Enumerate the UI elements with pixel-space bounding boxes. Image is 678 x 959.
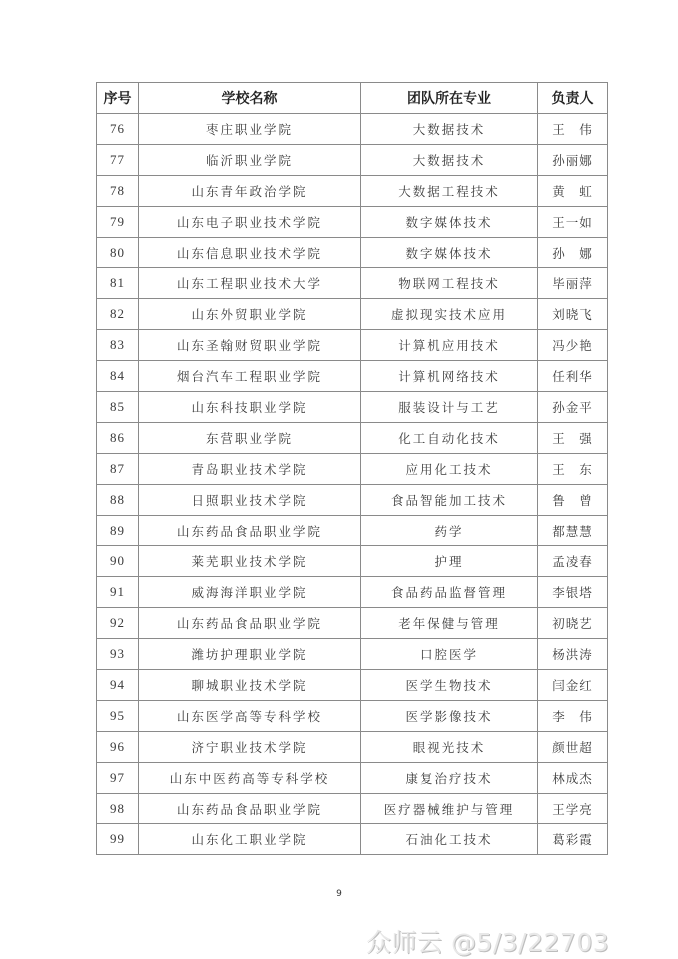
lead-person: 王学亮 <box>538 793 608 824</box>
table-row <box>97 577 608 608</box>
lead-person: 孙丽娜 <box>538 144 608 175</box>
table-row <box>97 546 608 577</box>
school-name: 山东电子职业技术学院 <box>139 206 361 237</box>
team-major: 医学影像技术 <box>361 700 538 731</box>
table-row <box>97 114 608 145</box>
header-school-name: 学校名称 <box>139 83 361 114</box>
school-name: 枣庄职业学院 <box>139 114 361 145</box>
serial-number: 87 <box>97 453 139 484</box>
lead-person: 初晓艺 <box>538 608 608 639</box>
watermark: 众师云 @5/3/22703 <box>366 928 610 957</box>
school-name: 烟台汽车工程职业学院 <box>139 361 361 392</box>
lead-person: 王一如 <box>538 206 608 237</box>
serial-number: 88 <box>97 484 139 515</box>
team-major: 眼视光技术 <box>361 731 538 762</box>
serial-number: 92 <box>97 608 139 639</box>
lead-person: 毕丽萍 <box>538 268 608 299</box>
school-name: 山东工程职业技术大学 <box>139 268 361 299</box>
team-major: 食品药品监督管理 <box>361 577 538 608</box>
table-row <box>97 237 608 268</box>
table-row <box>97 793 608 824</box>
table-row <box>97 515 608 546</box>
school-name: 山东医学高等专科学校 <box>139 700 361 731</box>
school-name: 山东药品食品职业学院 <box>139 608 361 639</box>
table-row <box>97 175 608 206</box>
team-major: 虚拟现实技术应用 <box>361 299 538 330</box>
serial-number: 89 <box>97 515 139 546</box>
team-major: 化工自动化技术 <box>361 422 538 453</box>
header-row <box>97 83 608 114</box>
school-name: 日照职业技术学院 <box>139 484 361 515</box>
team-roster-table <box>96 82 608 855</box>
table-row <box>97 422 608 453</box>
serial-number: 80 <box>97 237 139 268</box>
serial-number: 97 <box>97 762 139 793</box>
header-serial-number: 序号 <box>97 83 139 114</box>
lead-person: 王 伟 <box>538 114 608 145</box>
table-body <box>97 114 608 855</box>
serial-number: 86 <box>97 422 139 453</box>
team-major: 数字媒体技术 <box>361 237 538 268</box>
serial-number: 76 <box>97 114 139 145</box>
table-row <box>97 268 608 299</box>
school-name: 山东青年政治学院 <box>139 175 361 206</box>
serial-number: 91 <box>97 577 139 608</box>
school-name: 山东科技职业学院 <box>139 392 361 423</box>
table-row <box>97 731 608 762</box>
serial-number: 90 <box>97 546 139 577</box>
table-row <box>97 484 608 515</box>
serial-number: 93 <box>97 639 139 670</box>
team-major: 医学生物技术 <box>361 670 538 701</box>
team-major: 计算机网络技术 <box>361 361 538 392</box>
lead-person: 冯少艳 <box>538 330 608 361</box>
serial-number: 78 <box>97 175 139 206</box>
header-team-major: 团队所在专业 <box>361 83 538 114</box>
team-major: 计算机应用技术 <box>361 330 538 361</box>
lead-person: 葛彩霞 <box>538 824 608 855</box>
lead-person: 鲁 曾 <box>538 484 608 515</box>
serial-number: 81 <box>97 268 139 299</box>
serial-number: 77 <box>97 144 139 175</box>
serial-number: 85 <box>97 392 139 423</box>
team-major: 口腔医学 <box>361 639 538 670</box>
lead-person: 闫金红 <box>538 670 608 701</box>
lead-person: 黄 虹 <box>538 175 608 206</box>
serial-number: 95 <box>97 700 139 731</box>
serial-number: 79 <box>97 206 139 237</box>
school-name: 山东药品食品职业学院 <box>139 515 361 546</box>
school-name: 山东化工职业学院 <box>139 824 361 855</box>
team-major: 医疗器械维护与管理 <box>361 793 538 824</box>
team-major: 应用化工技术 <box>361 453 538 484</box>
table-row <box>97 392 608 423</box>
serial-number: 96 <box>97 731 139 762</box>
lead-person: 林成杰 <box>538 762 608 793</box>
school-name: 山东外贸职业学院 <box>139 299 361 330</box>
table-row <box>97 608 608 639</box>
serial-number: 98 <box>97 793 139 824</box>
table-row <box>97 762 608 793</box>
table-row <box>97 639 608 670</box>
table-row <box>97 361 608 392</box>
lead-person: 刘晓飞 <box>538 299 608 330</box>
school-name: 青岛职业技术学院 <box>139 453 361 484</box>
school-name: 莱芜职业技术学院 <box>139 546 361 577</box>
team-major: 服装设计与工艺 <box>361 392 538 423</box>
team-major: 大数据技术 <box>361 114 538 145</box>
school-name: 东营职业学院 <box>139 422 361 453</box>
school-name: 济宁职业技术学院 <box>139 731 361 762</box>
table-row <box>97 206 608 237</box>
school-name: 山东药品食品职业学院 <box>139 793 361 824</box>
table-row <box>97 330 608 361</box>
lead-person: 李 伟 <box>538 700 608 731</box>
serial-number: 94 <box>97 670 139 701</box>
school-name: 山东中医药高等专科学校 <box>139 762 361 793</box>
school-name: 山东圣翰财贸职业学院 <box>139 330 361 361</box>
lead-person: 孙 娜 <box>538 237 608 268</box>
serial-number: 83 <box>97 330 139 361</box>
lead-person: 都慧慧 <box>538 515 608 546</box>
table-row <box>97 670 608 701</box>
table-header <box>97 83 608 114</box>
team-major: 食品智能加工技术 <box>361 484 538 515</box>
lead-person: 王 强 <box>538 422 608 453</box>
team-major: 大数据工程技术 <box>361 175 538 206</box>
team-major: 数字媒体技术 <box>361 206 538 237</box>
team-major: 药学 <box>361 515 538 546</box>
lead-person: 李银塔 <box>538 577 608 608</box>
team-major: 大数据技术 <box>361 144 538 175</box>
table-row <box>97 824 608 855</box>
team-major: 康复治疗技术 <box>361 762 538 793</box>
lead-person: 任利华 <box>538 361 608 392</box>
school-name: 聊城职业技术学院 <box>139 670 361 701</box>
team-major: 石油化工技术 <box>361 824 538 855</box>
table-row <box>97 453 608 484</box>
page-number: 9 <box>336 889 342 899</box>
school-name: 临沂职业学院 <box>139 144 361 175</box>
lead-person: 孙金平 <box>538 392 608 423</box>
table-row <box>97 144 608 175</box>
serial-number: 82 <box>97 299 139 330</box>
school-name: 山东信息职业技术学院 <box>139 237 361 268</box>
lead-person: 杨洪涛 <box>538 639 608 670</box>
school-name: 潍坊护理职业学院 <box>139 639 361 670</box>
team-major: 护理 <box>361 546 538 577</box>
school-name: 威海海洋职业学院 <box>139 577 361 608</box>
header-lead-person: 负责人 <box>538 83 608 114</box>
serial-number: 84 <box>97 361 139 392</box>
team-major: 老年保健与管理 <box>361 608 538 639</box>
lead-person: 颜世超 <box>538 731 608 762</box>
table-row <box>97 700 608 731</box>
team-major: 物联网工程技术 <box>361 268 538 299</box>
lead-person: 王 东 <box>538 453 608 484</box>
lead-person: 孟凌春 <box>538 546 608 577</box>
serial-number: 99 <box>97 824 139 855</box>
table-row <box>97 299 608 330</box>
